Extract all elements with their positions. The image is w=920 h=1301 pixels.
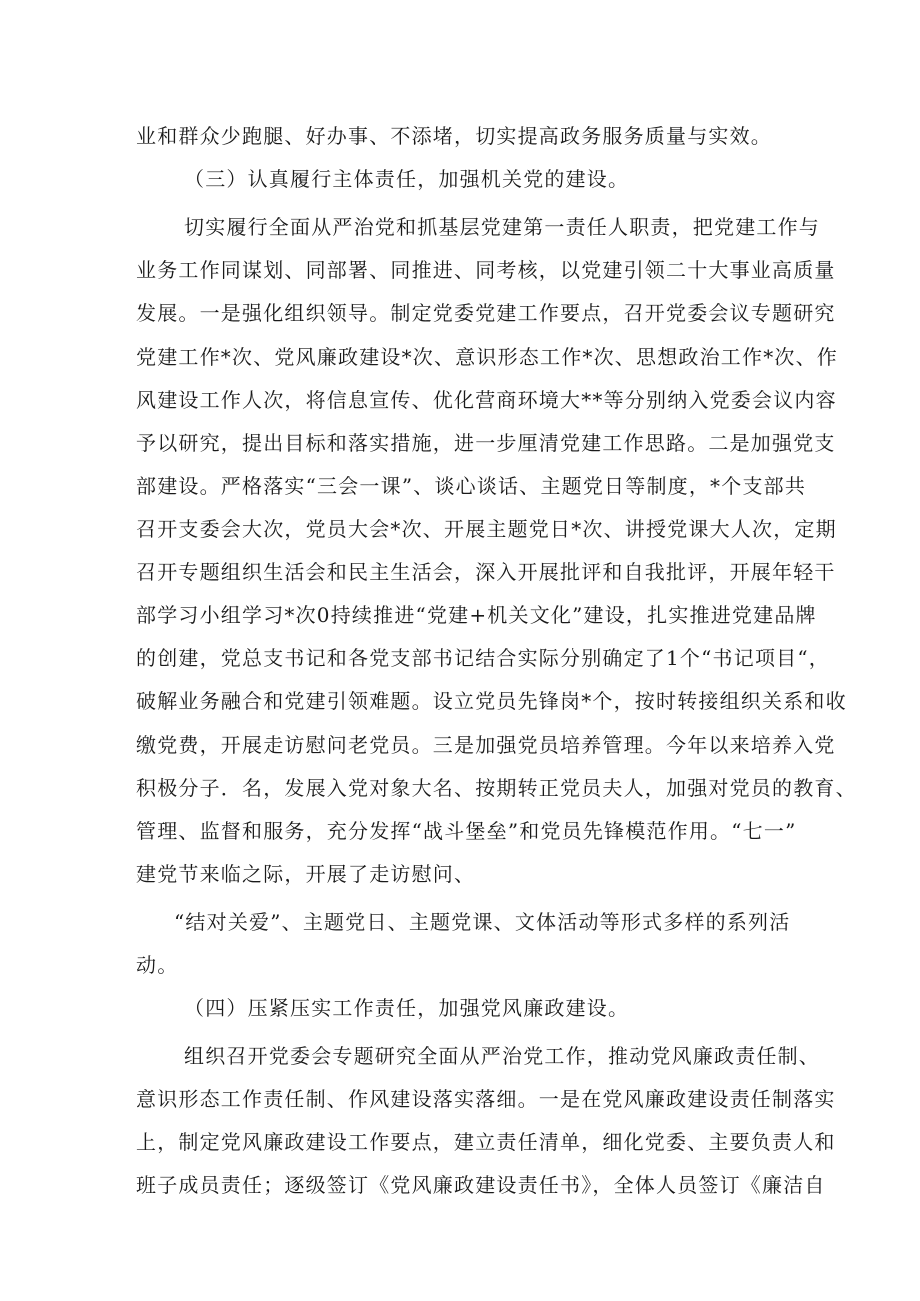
text-line: 党建工作*次、党风廉政建设*次、意识形态工作*次、思想政治工作*次、作 bbox=[136, 345, 838, 369]
text-line: 部建设。严格落实“三会一课”、谈心谈话、主题党日等制度，*个支部共 bbox=[136, 474, 807, 498]
section-heading-3: （三）认真履行主体责任，加强机关党的建设。 bbox=[184, 167, 630, 191]
text-line: 管理、监督和服务，充分发挥“战斗堡垒”和党员先锋模范作用。“七一” bbox=[136, 819, 797, 843]
text-line: “结对关爱”、主题党日、主题党课、文体活动等形式多样的系列活 bbox=[174, 910, 791, 934]
text-line: 的创建，党总支书记和各党支部书记结合实际分别确定了1个“书记项目“， bbox=[136, 646, 830, 670]
section-heading-4: （四）压紧压实工作责任，加强党风廉政建设。 bbox=[184, 996, 630, 1020]
text-line: 上，制定党风廉政建设工作要点，建立责任清单，细化党委、主要负责人和 bbox=[136, 1130, 836, 1154]
text-line: 业务工作同谋划、同部署、同推进、同考核，以党建引领二十大事业高质量 bbox=[136, 258, 836, 282]
text-line: 意识形态工作责任制、作风建设落实落细。一是在党风廉政建设责任制落实 bbox=[136, 1087, 836, 1111]
text-line: 缴党费，开展走访慰问老党员。三是加强党员培养管理。今年以来培养入党 bbox=[136, 733, 836, 757]
text-line: 风建设工作人次，将信息宣传、优化营商环境大**等分别纳入党委会议内容 bbox=[136, 388, 837, 412]
text-line: 业和群众少跑腿、好办事、不添堵，切实提高政务服务质量与实效。 bbox=[136, 124, 772, 148]
text-line: 部学习小组学习*次0持续推进“党建+机关文化”建设，扎实推进党建品牌 bbox=[136, 603, 817, 627]
text-line: 破解业务融合和党建引领难题。设立党员先锋岗*个，按时转接组织关系和收 bbox=[136, 689, 847, 713]
text-line: 切实履行全面从严治党和抓基层党建第一责任人职责，把党建工作与 bbox=[184, 215, 820, 239]
text-line: 建党节来临之际，开展了走访慰问、 bbox=[136, 862, 476, 886]
text-line: 予以研究，提出目标和落实措施，进一步厘清党建工作思路。二是加强党支 bbox=[136, 431, 836, 455]
text-line: 动。 bbox=[136, 953, 179, 977]
text-line: 召开专题组织生活会和民主生活会，深入开展批评和自我批评，开展年轻干 bbox=[136, 560, 836, 584]
text-line: 发展。一是强化组织领导。制定党委党建工作要点，召开党委会议专题研究 bbox=[136, 301, 836, 325]
text-line: 召开支委会大次，党员大会*次、开展主题党日*次、讲授党课大人次，定期 bbox=[136, 517, 837, 541]
text-line: 组织召开党委会专题研究全面从严治党工作，推动党风廉政责任制、 bbox=[184, 1044, 820, 1068]
text-line: 班子成员责任；逐级签订《党风廉政建设责任书》，全体人员签订《廉洁自 bbox=[136, 1173, 826, 1197]
text-line: 积极分子．名，发展入党对象大名、按期转正党员夫人，加强对党员的教育、 bbox=[136, 776, 857, 800]
